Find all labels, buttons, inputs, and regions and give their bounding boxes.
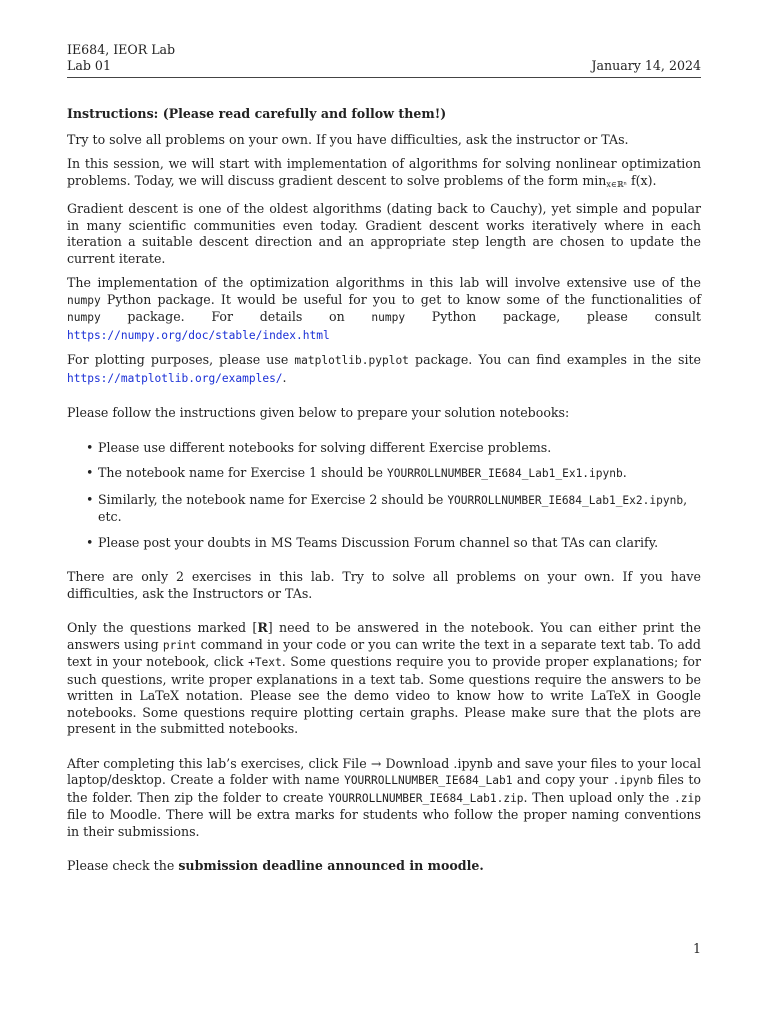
header-rule bbox=[67, 77, 701, 78]
lab-number: Lab 01 bbox=[67, 58, 111, 73]
code-zip-name: YOURROLLNUMBER_IE684_Lab1.zip bbox=[328, 791, 524, 805]
header-row-2 bbox=[67, 58, 701, 75]
code-print: print bbox=[162, 638, 197, 652]
list-item: • Please use different notebooks for solving different Exercise problems. bbox=[86, 440, 701, 457]
header-row-1 bbox=[67, 42, 701, 59]
instruction-list bbox=[67, 440, 701, 552]
paragraph-questions: Only the questions marked [R] need to be answered in the notebook. You can either print the answers using print command in your code or you can write the text in a separate text tab. To add text in your notebook, click +Text. Some questions require you to provide proper explanations; for such questions, write proper explanations in a text tab. Some questions require the answers to be written in LaTeX notation. Please see the demo video to know how to write LaTeX in Google notebooks. Some questions require plotting certain graphs. Please make sure that the plots are present in the submitted notebooks. bbox=[67, 620, 701, 736]
code-matplotlib: matplotlib.pyplot bbox=[294, 354, 409, 367]
code-notebook-name: YOURROLLNUMBER_IE684_Lab1_Ex1.ipynb bbox=[386, 467, 623, 480]
course-name: IE684, IEOR Lab bbox=[67, 42, 176, 57]
paragraph-submission: After completing this lab’s exercises, click File → Download .ipynb and save your files to your local laptop/desktop. Create a folder with name YOURROLLNUMBER_IE684_Lab1 and copy your .ipynb files to the folder. Then zip the folder to create YOURROLLNUMBER_IE684_Lab1.zip. Then upload only the .zip file to Moodle. There will be extra marks for students who follow the proper naming conventions in their submissions. bbox=[67, 755, 701, 839]
header-date: January 14, 2024 bbox=[591, 58, 701, 73]
min-subscript: x∈ℝⁿ bbox=[606, 179, 627, 189]
code-zip: .zip bbox=[674, 791, 701, 805]
code-numpy: numpy bbox=[67, 293, 101, 307]
code-text: +Text bbox=[248, 656, 282, 669]
code-notebook-name: YOURROLLNUMBER_IE684_Lab1_Ex2.ipynb bbox=[447, 493, 684, 507]
code-ipynb: .ipynb bbox=[612, 774, 654, 787]
matplotlib-examples-link[interactable]: https://matplotlib.org/examples/ bbox=[67, 371, 283, 385]
paragraph-numpy: The implementation of the optimization algorithms in this lab will involve extensive use of the numpy Python package. It would be useful for you to get to know some of the functionalities of numpy package. For details on numpy Python package, please consult https://numpy.org/doc/stable/index.html bbox=[67, 275, 701, 342]
paragraph-session: In this session, we will start with implementation of algorithms for solving nonlinear optimization problems. Today, we will discuss gradient descent to solve problems of the form $\min_{x\in ℝ^n} f(x)$. bbox=[67, 156, 701, 189]
numpy-docs-link[interactable]: https://numpy.org/doc/stable/index.html bbox=[67, 328, 330, 342]
paragraph-deadline: Please check the submission deadline announced in moodle. bbox=[67, 858, 484, 873]
paragraph-exercises: There are only 2 exercises in this lab. Try to solve all problems on your own. If you have difficulties, ask the Instructors or TAs. bbox=[67, 569, 701, 601]
list-item: • Please post your doubts in MS Teams Discussion Forum channel so that TAs can clarify. bbox=[86, 535, 701, 552]
paragraph-gradient-descent: Gradient descent is one of the oldest algorithms (dating back to Cauchy), yet simple and popular in many scientific communities even today. Gradient descent works iteratively where in each iteration a suitable descent direction and an appropriate step length are chosen to update the current iterate. bbox=[67, 201, 701, 266]
paragraph-intro: Try to solve all problems on your own. If you have difficulties, ask the instructor or TAs. bbox=[67, 131, 629, 147]
code-folder-name: YOURROLLNUMBER_IE684_Lab1 bbox=[344, 774, 513, 787]
paragraph-follow: Please follow the instructions given below to prepare your solution notebooks: bbox=[67, 405, 570, 420]
code-numpy: numpy bbox=[371, 311, 406, 324]
deadline-emphasis: submission deadline announced in moodle. bbox=[178, 858, 484, 873]
list-item: • The notebook name for Exercise 1 should be YOURROLLNUMBER_IE684_Lab1_Ex1.ipynb. bbox=[86, 465, 701, 483]
instructions-heading: Instructions: (Please read carefully and follow them!) bbox=[67, 106, 447, 121]
r-marker: R bbox=[257, 620, 268, 635]
list-item: • Similarly, the notebook name for Exercise 2 should be YOURROLLNUMBER_IE684_Lab1_Ex2.ipynb, etc. bbox=[86, 492, 701, 526]
paragraph-matplotlib: For plotting purposes, please use matplotlib.pyplot package. You can find examples in the site https://matplotlib.org/examples/. bbox=[67, 352, 702, 385]
document-body bbox=[67, 106, 701, 883]
code-numpy: numpy bbox=[67, 311, 101, 324]
page-number: 1 bbox=[692, 941, 701, 956]
